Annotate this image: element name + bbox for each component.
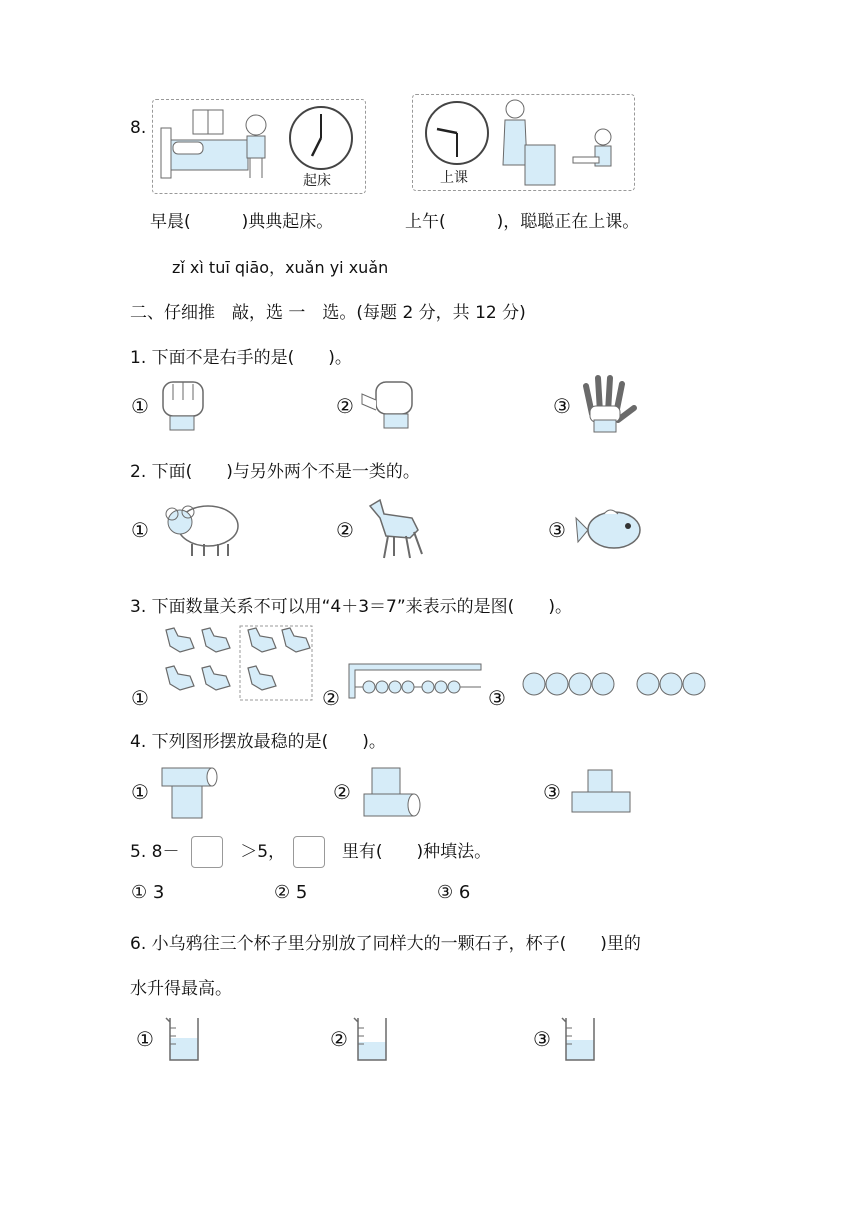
roosters-illustration bbox=[158, 624, 316, 704]
cube-on-cylinder-icon bbox=[362, 762, 422, 820]
q3-option-3: ③ bbox=[488, 686, 506, 710]
q8-sentence-2: 上午( )，聪聪正在上课。 bbox=[405, 212, 640, 232]
bed-girl-clock-illustration bbox=[153, 100, 365, 193]
q5-option-1: ① 3 bbox=[131, 882, 165, 903]
q1-option-2: ② bbox=[336, 394, 354, 418]
q4-option-3: ③ bbox=[543, 780, 561, 804]
cup-1-icon bbox=[164, 1014, 204, 1064]
sheep-icon bbox=[160, 494, 242, 560]
apples-illustration bbox=[520, 664, 710, 698]
open-hand-icon bbox=[578, 374, 638, 436]
q5-blank-box-2[interactable] bbox=[293, 836, 325, 868]
q8-picture-class bbox=[412, 94, 635, 191]
fist-hand-icon bbox=[158, 376, 208, 436]
question-6-line-2: 水升得最高。 bbox=[130, 979, 232, 999]
pinyin-line: zǐ xì tuī qiāo，xuǎn yi xuǎn bbox=[172, 258, 389, 277]
q2-option-3: ③ bbox=[548, 518, 566, 542]
section2-heading: 二、仔细推 敲，选 一 选。(每题 2 分，共 12 分) bbox=[130, 303, 526, 323]
question-4-text: 4. 下列图形摆放最稳的是( )。 bbox=[130, 732, 386, 752]
q5-text-c: 里有( )种填法。 bbox=[341, 842, 492, 862]
q1-option-1: ① bbox=[131, 394, 149, 418]
q5-option-3: ③ 6 bbox=[437, 882, 471, 903]
question-6-line-1: 6. 小乌鸦往三个杯子里分别放了同样大的一颗石子，杯子( )里的 bbox=[130, 934, 641, 954]
abacus-illustration bbox=[345, 660, 483, 700]
q1-option-3: ③ bbox=[553, 394, 571, 418]
q5-blank-box-1[interactable] bbox=[191, 836, 223, 868]
cylinder-on-cuboid-icon bbox=[160, 764, 220, 820]
thumb-hand-icon bbox=[360, 376, 420, 436]
q6-option-1: ① bbox=[136, 1027, 154, 1051]
fish-icon bbox=[574, 504, 642, 554]
question-2-text: 2. 下面( )与另外两个不是一类的。 bbox=[130, 462, 420, 482]
q4-option-2: ② bbox=[333, 780, 351, 804]
clock1-label: 起床 bbox=[303, 173, 331, 189]
cup-3-icon bbox=[560, 1014, 600, 1064]
question-3-text: 3. 下面数量关系不可以用“4＋3＝7”来表示的是图( )。 bbox=[130, 597, 572, 617]
q6-option-3: ③ bbox=[533, 1027, 551, 1051]
cube-on-cuboid-icon bbox=[570, 766, 634, 816]
q2-option-1: ① bbox=[131, 518, 149, 542]
clock-teacher-student-illustration bbox=[413, 95, 634, 190]
q3-option-1: ① bbox=[131, 686, 149, 710]
question-1-text: 1. 下面不是右手的是( )。 bbox=[130, 348, 352, 368]
q6-option-2: ② bbox=[330, 1027, 348, 1051]
q5-text-a: 5. 8－ bbox=[130, 842, 180, 862]
q2-option-2: ② bbox=[336, 518, 354, 542]
q4-option-1: ① bbox=[131, 780, 149, 804]
question-5-text bbox=[130, 836, 491, 868]
horse-icon bbox=[362, 496, 428, 562]
q8-number: 8. bbox=[130, 118, 147, 138]
q5-option-2: ② 5 bbox=[274, 882, 308, 903]
q5-text-b: ＞5， bbox=[240, 842, 286, 862]
q3-option-2: ② bbox=[322, 686, 340, 710]
q8-sentence-1: 早晨( )典典起床。 bbox=[150, 212, 334, 232]
clock2-label: 上课 bbox=[440, 170, 468, 186]
q8-picture-wakeup bbox=[152, 99, 366, 194]
cup-2-icon bbox=[352, 1014, 392, 1064]
